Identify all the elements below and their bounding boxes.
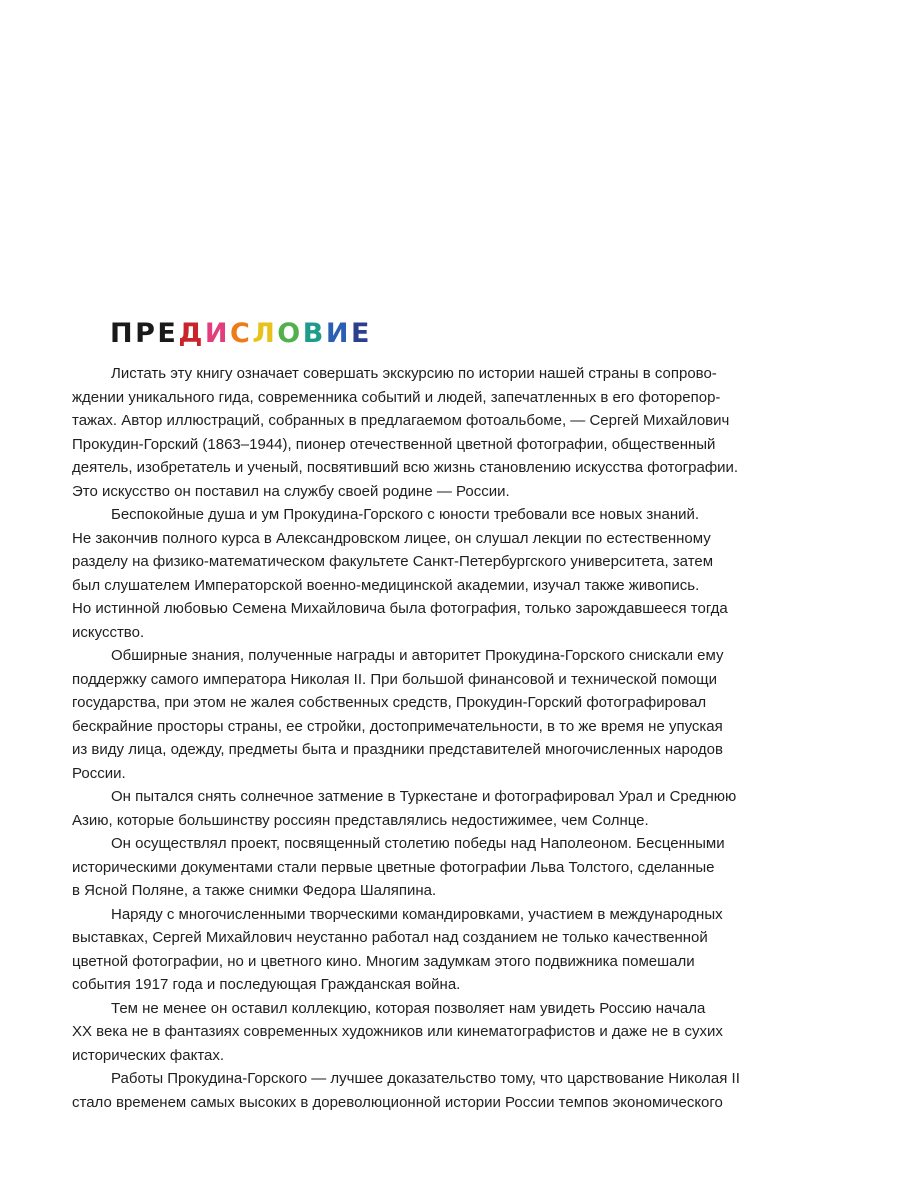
text-line: из виду лица, одежду, предметы быта и праздники представителей многочисленных народов [72,741,723,758]
text-line: Не закончив полного курса в Александровском лицее, он слушал лекции по естественному [72,529,711,547]
text-line: был слушателем Императорской военно-медицинской академии, изучал также живопись. [72,576,700,594]
heading-letter: Е [350,318,372,349]
heading-letter: Д [178,318,205,349]
text-line: тажах. Автор иллюстраций, собранных в предлагаемом фотоальбоме, — Сергей Михайлович [72,412,730,429]
text-line: поддержку самого императора Николая II. При большой финансовой и технической помощи [72,670,717,688]
text-line: России. [72,764,126,782]
text-line: ждении уникального гида, современника событий и людей, запечатленных в его фоторепор- [72,388,721,406]
text-line: Но истинной любовью Семена Михайловича была фотография, только зарождавшееся тогда [72,600,728,617]
text-line: искусство. [72,623,145,641]
text-line: разделу на физико-математическом факультете Санкт-Петербургского университета, затем [72,553,714,570]
heading-letter: Л [252,318,278,349]
heading-letter: Е [157,318,179,349]
text-line: Он осуществлял проект, посвященный столетию победы над Наполеоном. Бесценными [111,835,725,852]
text-line: Это искусство он поставил на службу своей родине — России. [72,482,510,500]
text-line: цветной фотографии, но и цветного кино. Многим задумкам этого подвижника помешали [72,952,695,970]
text-line: Обширные знания, полученные награды и авторитет Прокудина-Горского снискали ему [111,647,724,664]
text-line: выставках, Сергей Михайлович неустанно работал над созданием не только качественной [72,929,708,946]
heading-letter: В [302,318,326,349]
text-line: государства, при этом не жалея собственных средств, Прокудин-Горский фотографировал [72,694,707,711]
text-line: Наряду с многочисленными творческими командировками, участием в международных [111,905,723,923]
text-line: деятель, изобретатель и ученый, посвятивший всю жизнь становлению искусства фотографии. [72,459,739,476]
text-line: Работы Прокудина-Горского — лучшее доказательство тому, что царствование Николая II [111,1070,740,1087]
text-line: стало временем самых высоких в дореволюционной истории России темпов экономического [72,1093,723,1111]
heading-letter: С [230,318,253,349]
text-line: события 1917 года и последующая Гражданская война. [72,976,461,993]
heading-letter: П [110,318,136,349]
text-line: Тем не менее он оставил коллекцию, которая позволяет нам увидеть Россию начала [111,999,706,1017]
text-line: Листать эту книгу означает совершать экскурсию по истории нашей страны в сопрово- [111,365,717,382]
text-line: Он пытался снять солнечное затмение в Туркестане и фотографировал Урал и Среднюю [111,788,737,805]
heading-letter: И [204,318,231,349]
text-line: в Ясной Поляне, а также снимки Федора Шаляпина. [72,882,437,899]
heading-letter: И [325,318,351,349]
preface-body-text [72,362,772,1114]
chapter-heading [110,318,372,350]
text-line: Беспокойные душа и ум Прокудина-Горского с юности требовали все новых знаний. [111,506,700,523]
text-line: бескрайние просторы страны, ее стройки, достопримечательности, в то же время не упуская [72,717,723,735]
text-line: историческими документами стали первые цветные фотографии Льва Толстого, сделанные [72,858,715,876]
heading-letter: Р [135,318,158,349]
text-line: XX века не в фантазиях современных художников или кинематографистов и даже не в сухих [72,1023,723,1040]
text-line: исторических фактах. [72,1046,225,1064]
heading-letter: О [277,318,303,349]
text-line: Прокудин-Горский (1863–1944), пионер отечественной цветной фотографии, общественный [72,435,716,453]
text-line: Азию, которые большинству россиян представлялись недостижимее, чем Солнце. [72,811,649,829]
